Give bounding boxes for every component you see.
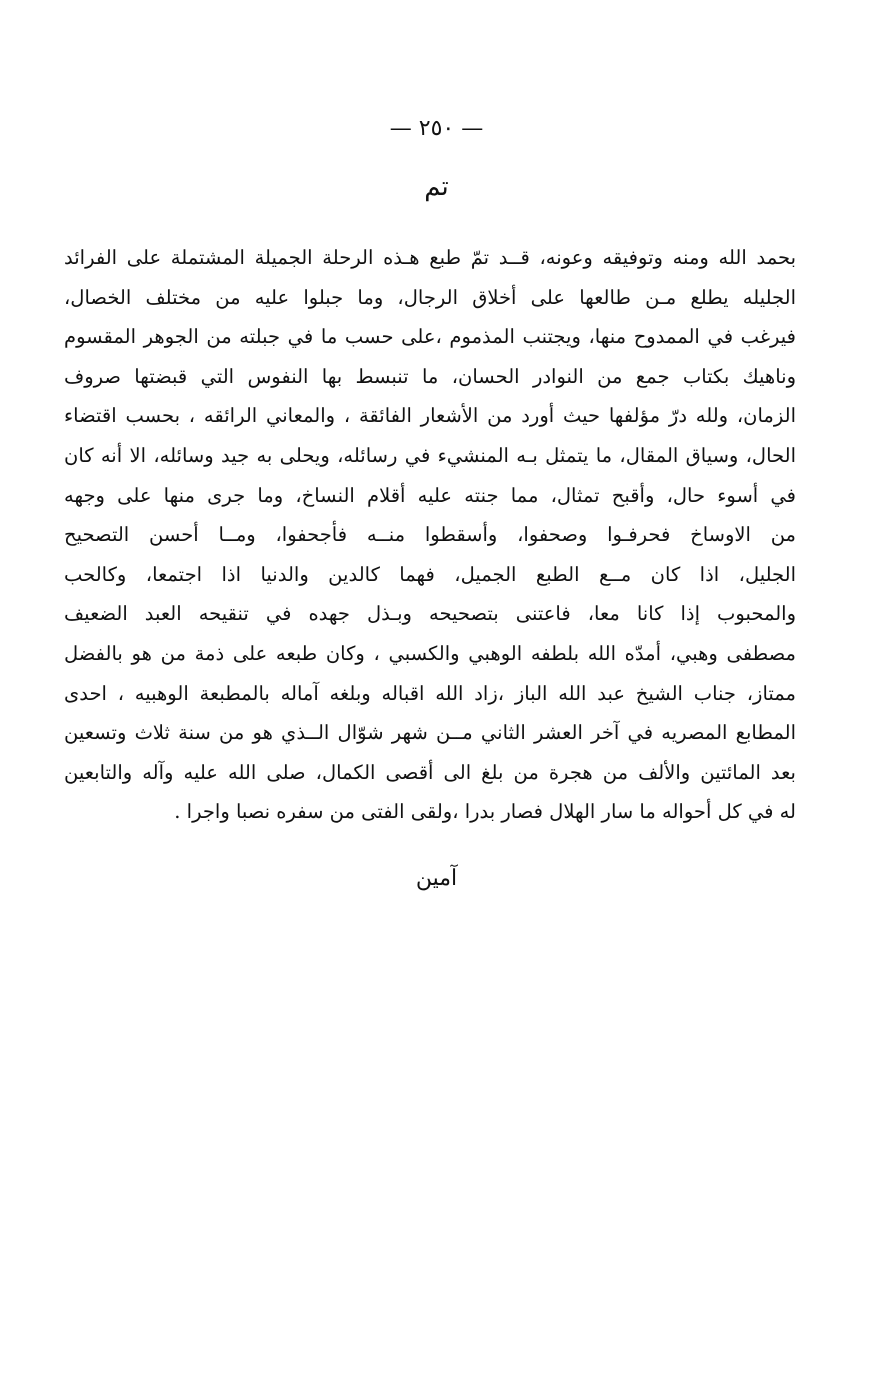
text-line: وناهيك بكتاب جمع من النوادر الحسان، ما تنبسط بها النفوس التي قبضتها صروف bbox=[64, 364, 796, 388]
text-line: من الاوساخ فحرفـوا وصحفوا، وأسقطوا منــه فأجحفوا، ومــا أحسن التصحيح bbox=[64, 523, 796, 547]
text-line: فيرغب في الممدوح منها، ويجتنب المذموم ،على حسب ما في جبلته من الجوهر المقسوم bbox=[64, 325, 796, 349]
text-line: مصطفى وهبي، أمدّه الله بلطفه الوهبي والكسبي ، وكان طبعه على ذمة من هو بالفضل bbox=[64, 641, 796, 665]
section-heading: تم bbox=[424, 172, 449, 202]
text-line: الجليله يطلع مـن طالعها على أخلاق الرجال، وما جبلوا عليه من مختلف الخصال، bbox=[64, 285, 796, 309]
page-number: — ٢٥٠ — bbox=[389, 116, 484, 141]
text-line: المطابع المصريه في آخر العشر الثاني مــن شهر شوّال الــذي هو من سنة ثلاث وتسعين bbox=[64, 721, 796, 745]
text-line: الزمان، ولله درّ مؤلفها حيث أورد من الأشعار الفائقة ، والمعاني الرائقه ، بحسب اقتضاء bbox=[64, 404, 796, 428]
text-line: بعد المائتين والألف من هجرة من بلغ الى أقصى الكمال، صلى الله عليه وآله والتابعين bbox=[64, 760, 796, 784]
text-line: الحال، وسياق المقال، ما يتمثل بـه المنشيء في رسائله، ويحلى به جيد وسائله، الا أنه كان bbox=[64, 443, 796, 467]
text-line: بحمد الله ومنه وتوفيقه وعونه، قــد تمّ طبع هـذه الرحلة الجميلة المشتملة على الفرائد bbox=[64, 246, 796, 269]
text-line: والمحبوب إذا كانا معا، فاعتنى بتصحيحه وبـذل جهده في تنقيحه العبد الضعيف bbox=[64, 602, 796, 626]
text-line: ممتاز، جناب الشيخ عبد الله الباز ،زاد الله اقباله وبلغه آماله بالمطبعة الوهبيه ، احدى bbox=[64, 681, 796, 705]
text-line-last: له في كل أحواله ما سار الهلال فصار بدرا ،ولقى الفتى من سفره نصبا واجرا . bbox=[174, 800, 796, 824]
text-line: في أسوء حال، وأقبح تمثال، مما جنته عليه أقلام النساخ، وما جرى منها على وجهه bbox=[64, 483, 796, 507]
body-paragraph bbox=[64, 238, 796, 832]
text-line: الجليل، اذا كان مــع الطبع الجميل، فهما كالدين والدنيا اذا اجتمعا، وكالحب bbox=[64, 562, 796, 586]
closing-word: آمين bbox=[415, 866, 458, 891]
